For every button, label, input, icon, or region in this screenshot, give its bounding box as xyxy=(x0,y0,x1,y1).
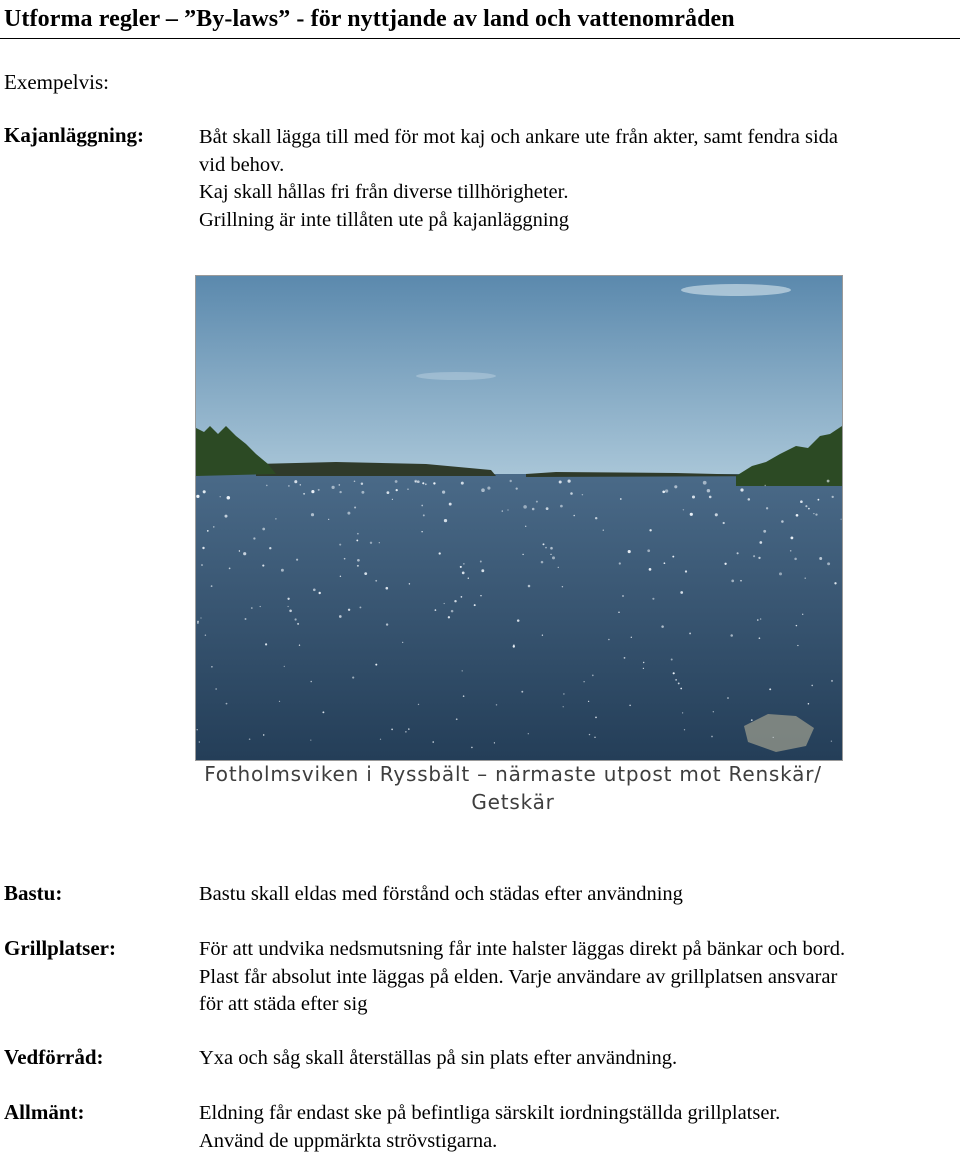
sparkle xyxy=(461,482,464,485)
title-underline xyxy=(0,38,960,39)
sparkle xyxy=(831,680,833,682)
sparkle xyxy=(421,505,423,507)
sparkle xyxy=(262,565,264,567)
sparkle xyxy=(713,711,714,712)
sparkle xyxy=(781,520,784,523)
sparkle xyxy=(425,483,427,485)
sparkle xyxy=(287,598,289,600)
sparkle xyxy=(797,645,798,646)
sparkle xyxy=(417,480,420,483)
sparkle xyxy=(444,519,447,522)
sparkle xyxy=(462,572,465,575)
sparkle xyxy=(318,489,320,491)
sparkle xyxy=(322,711,324,713)
sparkle xyxy=(200,617,201,618)
sparkle xyxy=(678,682,680,684)
sparkle xyxy=(528,585,531,588)
sparkle xyxy=(624,657,626,659)
sparkle xyxy=(201,564,203,566)
sparkle xyxy=(375,580,377,582)
sparkle xyxy=(570,492,573,495)
sparkle xyxy=(664,562,666,564)
sparkle xyxy=(284,666,285,667)
sparkle xyxy=(211,666,213,668)
sparkle xyxy=(730,634,733,637)
sparkle xyxy=(573,515,575,517)
grill-line: För att undvika nedsmutsning får inte halster läggas direkt på bänkar och bord. xyxy=(199,936,951,964)
sparkle xyxy=(560,505,563,508)
sparkle xyxy=(818,499,820,501)
sparkle xyxy=(796,625,797,626)
sparkle xyxy=(558,567,559,568)
sparkle xyxy=(583,681,584,682)
sparkle xyxy=(546,507,549,510)
sparkle xyxy=(643,662,644,663)
sparkle xyxy=(395,480,398,483)
sparkle xyxy=(211,585,213,587)
sparkle xyxy=(790,550,792,552)
sparkle xyxy=(451,610,454,613)
sparkle xyxy=(462,670,463,671)
sparkle xyxy=(532,508,535,511)
sparkle xyxy=(740,488,743,491)
sparkle xyxy=(310,739,311,740)
sparkle xyxy=(279,701,280,702)
allmant-line: Använd de uppmärkta strövstigarna. xyxy=(199,1128,951,1155)
sparkle xyxy=(827,562,830,565)
sparkle xyxy=(592,675,594,677)
sparkle xyxy=(196,495,199,498)
sparkle xyxy=(680,688,682,690)
sparkle xyxy=(643,668,644,669)
sparkle xyxy=(764,485,765,486)
sparkle xyxy=(391,729,393,731)
sparkle xyxy=(421,531,422,532)
sparkle xyxy=(396,489,398,491)
kaj-line: Kaj skall hållas fri från diverse tillhörigheter. xyxy=(199,179,951,207)
sparkle xyxy=(481,488,485,492)
kaj-line: Båt skall lägga till med för mot kaj och ankare ute från akter, samt fendra sida xyxy=(199,124,951,152)
sparkle xyxy=(423,514,425,516)
sparkle xyxy=(834,582,836,584)
sparkle xyxy=(468,577,469,578)
harbor-photo-illustration xyxy=(196,276,842,760)
sparkle xyxy=(622,595,624,597)
section-label-kajanlaggning: Kajanläggning: xyxy=(4,123,144,148)
sparkle xyxy=(339,544,341,546)
sparkle xyxy=(444,603,445,604)
sparkle xyxy=(262,528,265,531)
sparkle xyxy=(603,530,604,531)
harbor-photo xyxy=(195,275,843,761)
sparkle xyxy=(703,481,707,485)
sparkle xyxy=(543,543,545,545)
sparkle xyxy=(265,643,267,645)
sparkle xyxy=(516,487,518,489)
sparkle xyxy=(449,503,452,506)
sparkle xyxy=(740,580,742,582)
sparkle xyxy=(287,606,288,607)
sparkle xyxy=(297,623,299,625)
sparkle xyxy=(435,609,437,611)
kaj-line: Grillning är inte tillåten ute på kajanläggning xyxy=(199,207,951,235)
sparkle xyxy=(671,659,673,661)
sparkle xyxy=(662,490,665,493)
section-body-allmant xyxy=(199,1100,951,1155)
sparkle xyxy=(831,741,832,742)
sparkle xyxy=(456,718,458,720)
sparkle xyxy=(386,587,389,590)
sparkle xyxy=(407,488,408,489)
sparkle xyxy=(263,734,264,735)
sparkle xyxy=(359,606,361,608)
sparkle xyxy=(675,679,677,681)
sparkle xyxy=(673,672,675,674)
sparkle xyxy=(339,484,341,486)
sparkle xyxy=(203,490,206,493)
sparkle xyxy=(433,482,435,484)
sparkle xyxy=(779,572,782,575)
sparkle xyxy=(595,717,597,719)
sparkle xyxy=(550,547,553,550)
sparkle xyxy=(357,565,359,567)
sparkle xyxy=(759,637,761,639)
sparkle xyxy=(474,604,476,606)
sparkle xyxy=(528,733,529,734)
sparkle xyxy=(682,712,683,713)
sparkle xyxy=(481,569,484,572)
sky xyxy=(196,276,842,476)
sparkle xyxy=(243,552,246,555)
sparkle xyxy=(796,514,799,517)
sparkle xyxy=(439,552,441,554)
sparkle xyxy=(344,558,346,560)
sparkle xyxy=(266,485,268,487)
section-body-kajanlaggning xyxy=(199,124,951,234)
sparkle xyxy=(409,583,410,584)
sparkle xyxy=(387,491,390,494)
sparkle xyxy=(805,578,806,579)
sparkle xyxy=(813,513,814,514)
sparkle xyxy=(769,688,771,690)
sparkle xyxy=(802,614,803,615)
sparkle xyxy=(840,519,841,520)
sparkle xyxy=(525,526,526,527)
sparkle xyxy=(562,586,563,587)
sparkle xyxy=(521,691,523,693)
sparkle xyxy=(354,481,356,483)
sparkle xyxy=(819,557,822,560)
sparkle xyxy=(550,554,551,555)
sparkle xyxy=(229,568,231,570)
sparkle xyxy=(207,530,209,532)
sparkle xyxy=(296,559,298,561)
ved-line: Yxa och såg skall återställas på sin plats efter användning. xyxy=(199,1045,951,1073)
sparkle xyxy=(253,537,255,539)
sparkle xyxy=(319,592,321,594)
sparkle xyxy=(461,596,463,598)
sparkle xyxy=(674,485,677,488)
sparkle xyxy=(197,621,199,623)
sparkle xyxy=(225,515,228,518)
section-body-bastu xyxy=(199,881,951,909)
sparkle xyxy=(766,507,768,509)
sparkle xyxy=(288,485,290,487)
sparkle xyxy=(559,480,562,483)
sparkle xyxy=(487,487,490,490)
allmant-line: Eldning får endast ske på befintliga särskilt iordningställda grillplatser. xyxy=(199,1100,951,1128)
sparkle xyxy=(361,491,364,494)
sparkle xyxy=(339,615,342,618)
sparkle xyxy=(568,480,571,483)
sparkle xyxy=(808,703,810,705)
section-label-allmant: Allmänt: xyxy=(4,1100,85,1125)
kaj-line: vid behov. xyxy=(199,152,951,180)
sparkle xyxy=(357,533,359,535)
sparkle xyxy=(249,738,251,740)
sparkle xyxy=(354,506,356,508)
sparkle xyxy=(260,606,261,607)
sparkle xyxy=(751,719,753,721)
sparkle xyxy=(618,611,620,613)
sparkle xyxy=(471,747,473,749)
sparkle xyxy=(281,569,284,572)
sparkle xyxy=(513,645,515,647)
sparkle xyxy=(275,518,276,519)
sparkle xyxy=(711,736,713,738)
sparkle xyxy=(300,484,301,485)
sparkle xyxy=(832,496,834,498)
sparkle xyxy=(827,480,830,483)
sparkle xyxy=(205,635,206,636)
sparkle xyxy=(364,572,367,575)
sparkle xyxy=(620,498,622,500)
sparkle xyxy=(672,556,674,558)
sparkle xyxy=(328,519,329,520)
cloud xyxy=(416,372,496,380)
sparkle xyxy=(759,541,762,544)
sparkle xyxy=(480,561,482,563)
sparkle xyxy=(480,595,481,596)
sparkle xyxy=(197,729,198,730)
sparkle xyxy=(758,557,760,559)
sparkle xyxy=(608,639,610,641)
sparkle xyxy=(295,618,297,620)
sparkle xyxy=(545,547,547,549)
sparkle xyxy=(790,536,793,539)
sparkle xyxy=(356,539,358,541)
grill-line: Plast får absolut inte läggas på elden. Varje användare av grillplatsen ansvarar xyxy=(199,964,951,992)
sparkle xyxy=(331,486,334,489)
sparkle xyxy=(226,703,228,705)
sparkle xyxy=(628,550,631,553)
sparkle xyxy=(647,549,650,552)
sparkle xyxy=(311,490,314,493)
sparkle xyxy=(523,505,527,509)
sparkle xyxy=(227,496,231,500)
sparkle xyxy=(629,705,630,706)
sparkle xyxy=(563,693,564,694)
grill-line: för att städa efter sig xyxy=(199,991,951,1019)
photo-caption xyxy=(170,760,856,816)
sparkle xyxy=(757,619,759,621)
sparkle xyxy=(507,509,508,510)
sparkle xyxy=(402,642,403,643)
bastu-line: Bastu skall eldas med förstånd och städas efter användning xyxy=(199,881,951,909)
sparkle xyxy=(442,491,445,494)
caption-line: Fotholmsviken i Ryssbält – närmaste utpost mot Renskär/ xyxy=(170,760,856,788)
sparkle xyxy=(709,496,712,499)
sparkle xyxy=(794,558,797,561)
sparkle xyxy=(299,645,300,646)
sparkle xyxy=(215,688,216,689)
sparkle xyxy=(811,685,813,687)
water xyxy=(196,474,842,760)
sparkle xyxy=(760,618,762,620)
sparkle xyxy=(594,737,595,738)
sparkle xyxy=(405,731,406,732)
intro-text: Exempelvis: xyxy=(4,70,109,95)
sparkle xyxy=(805,505,807,507)
sparkle xyxy=(422,482,424,484)
section-label-vedforrad: Vedförråd: xyxy=(4,1045,104,1070)
sparkle xyxy=(415,481,417,483)
sparkle xyxy=(665,489,668,492)
sparkle xyxy=(352,677,354,679)
sparkle xyxy=(313,588,316,591)
sparkle xyxy=(631,637,632,638)
document-title: Utforma regler – ”By-laws” - för nyttjande av land och vattenområden xyxy=(4,6,735,33)
sparkle xyxy=(737,552,739,554)
sparkle xyxy=(680,591,683,594)
section-body-grillplatser xyxy=(199,936,951,1019)
sparkle xyxy=(800,500,803,503)
sparkle xyxy=(294,480,297,483)
sparkle xyxy=(715,513,718,516)
sparkle xyxy=(370,542,372,544)
sparkle xyxy=(199,741,200,742)
sparkle xyxy=(460,566,462,568)
sparkle xyxy=(379,542,380,543)
sparkle xyxy=(723,522,725,524)
sparkle xyxy=(684,729,685,730)
sparkle xyxy=(652,598,654,600)
sparkle xyxy=(748,498,751,501)
sparkle xyxy=(339,491,341,493)
sparkle xyxy=(517,619,520,622)
sparkle xyxy=(649,529,651,531)
sparkle xyxy=(357,559,360,562)
sparkle xyxy=(541,561,544,564)
sparkle xyxy=(239,550,240,551)
sparkle xyxy=(454,600,456,602)
sparkle xyxy=(582,494,583,495)
sparkle xyxy=(588,701,589,702)
sparkle xyxy=(375,664,377,666)
sparkle xyxy=(463,563,464,564)
caption-line: Getskär xyxy=(170,788,856,816)
sparkle xyxy=(536,501,538,503)
sparkle xyxy=(448,616,450,618)
sparkle xyxy=(522,554,523,555)
sparkle xyxy=(269,547,271,549)
sparkle xyxy=(510,480,512,482)
sparkle xyxy=(692,495,695,498)
sparkle xyxy=(753,555,755,557)
sparkle xyxy=(661,625,664,628)
sparkle xyxy=(690,513,693,516)
sparkle xyxy=(815,513,817,515)
sparkle xyxy=(245,618,247,620)
sparkle xyxy=(418,704,419,705)
sparkle xyxy=(340,576,341,577)
sparkle xyxy=(303,493,305,495)
sparkle xyxy=(361,482,363,484)
sparkle xyxy=(380,739,381,740)
cloud xyxy=(681,284,791,296)
sparkle xyxy=(542,635,543,636)
sparkle xyxy=(386,623,388,625)
sparkle xyxy=(649,568,652,571)
sparkle xyxy=(619,562,621,564)
sparkle xyxy=(251,607,253,609)
sparkle xyxy=(496,704,497,705)
sparkle xyxy=(563,706,564,707)
sparkle xyxy=(731,580,734,583)
sparkle xyxy=(463,695,465,697)
sparkle xyxy=(432,741,434,743)
sparkle xyxy=(311,513,314,516)
sparkle xyxy=(683,509,684,510)
sparkle xyxy=(502,510,503,511)
sparkle xyxy=(773,737,774,738)
sparkle xyxy=(808,508,810,510)
sparkle xyxy=(727,697,729,699)
sparkle xyxy=(763,530,766,533)
sparkle xyxy=(289,610,292,613)
section-label-grillplatser: Grillplatser: xyxy=(4,936,116,961)
sparkle xyxy=(589,734,590,735)
sparkle xyxy=(310,681,312,683)
sparkle xyxy=(348,609,350,611)
sparkle xyxy=(408,728,410,730)
sparkle xyxy=(494,742,495,743)
section-body-vedforrad xyxy=(199,1045,951,1073)
sparkle xyxy=(213,526,214,527)
sparkle xyxy=(685,570,687,572)
sparkle xyxy=(689,632,691,634)
sparkle xyxy=(392,499,393,500)
section-label-bastu: Bastu: xyxy=(4,881,62,906)
sparkle xyxy=(202,547,204,549)
sparkle xyxy=(347,512,350,515)
sparkle xyxy=(707,489,710,492)
sparkle xyxy=(552,556,555,559)
sparkle xyxy=(724,563,726,565)
sparkle xyxy=(595,517,597,519)
sparkle xyxy=(220,496,221,497)
